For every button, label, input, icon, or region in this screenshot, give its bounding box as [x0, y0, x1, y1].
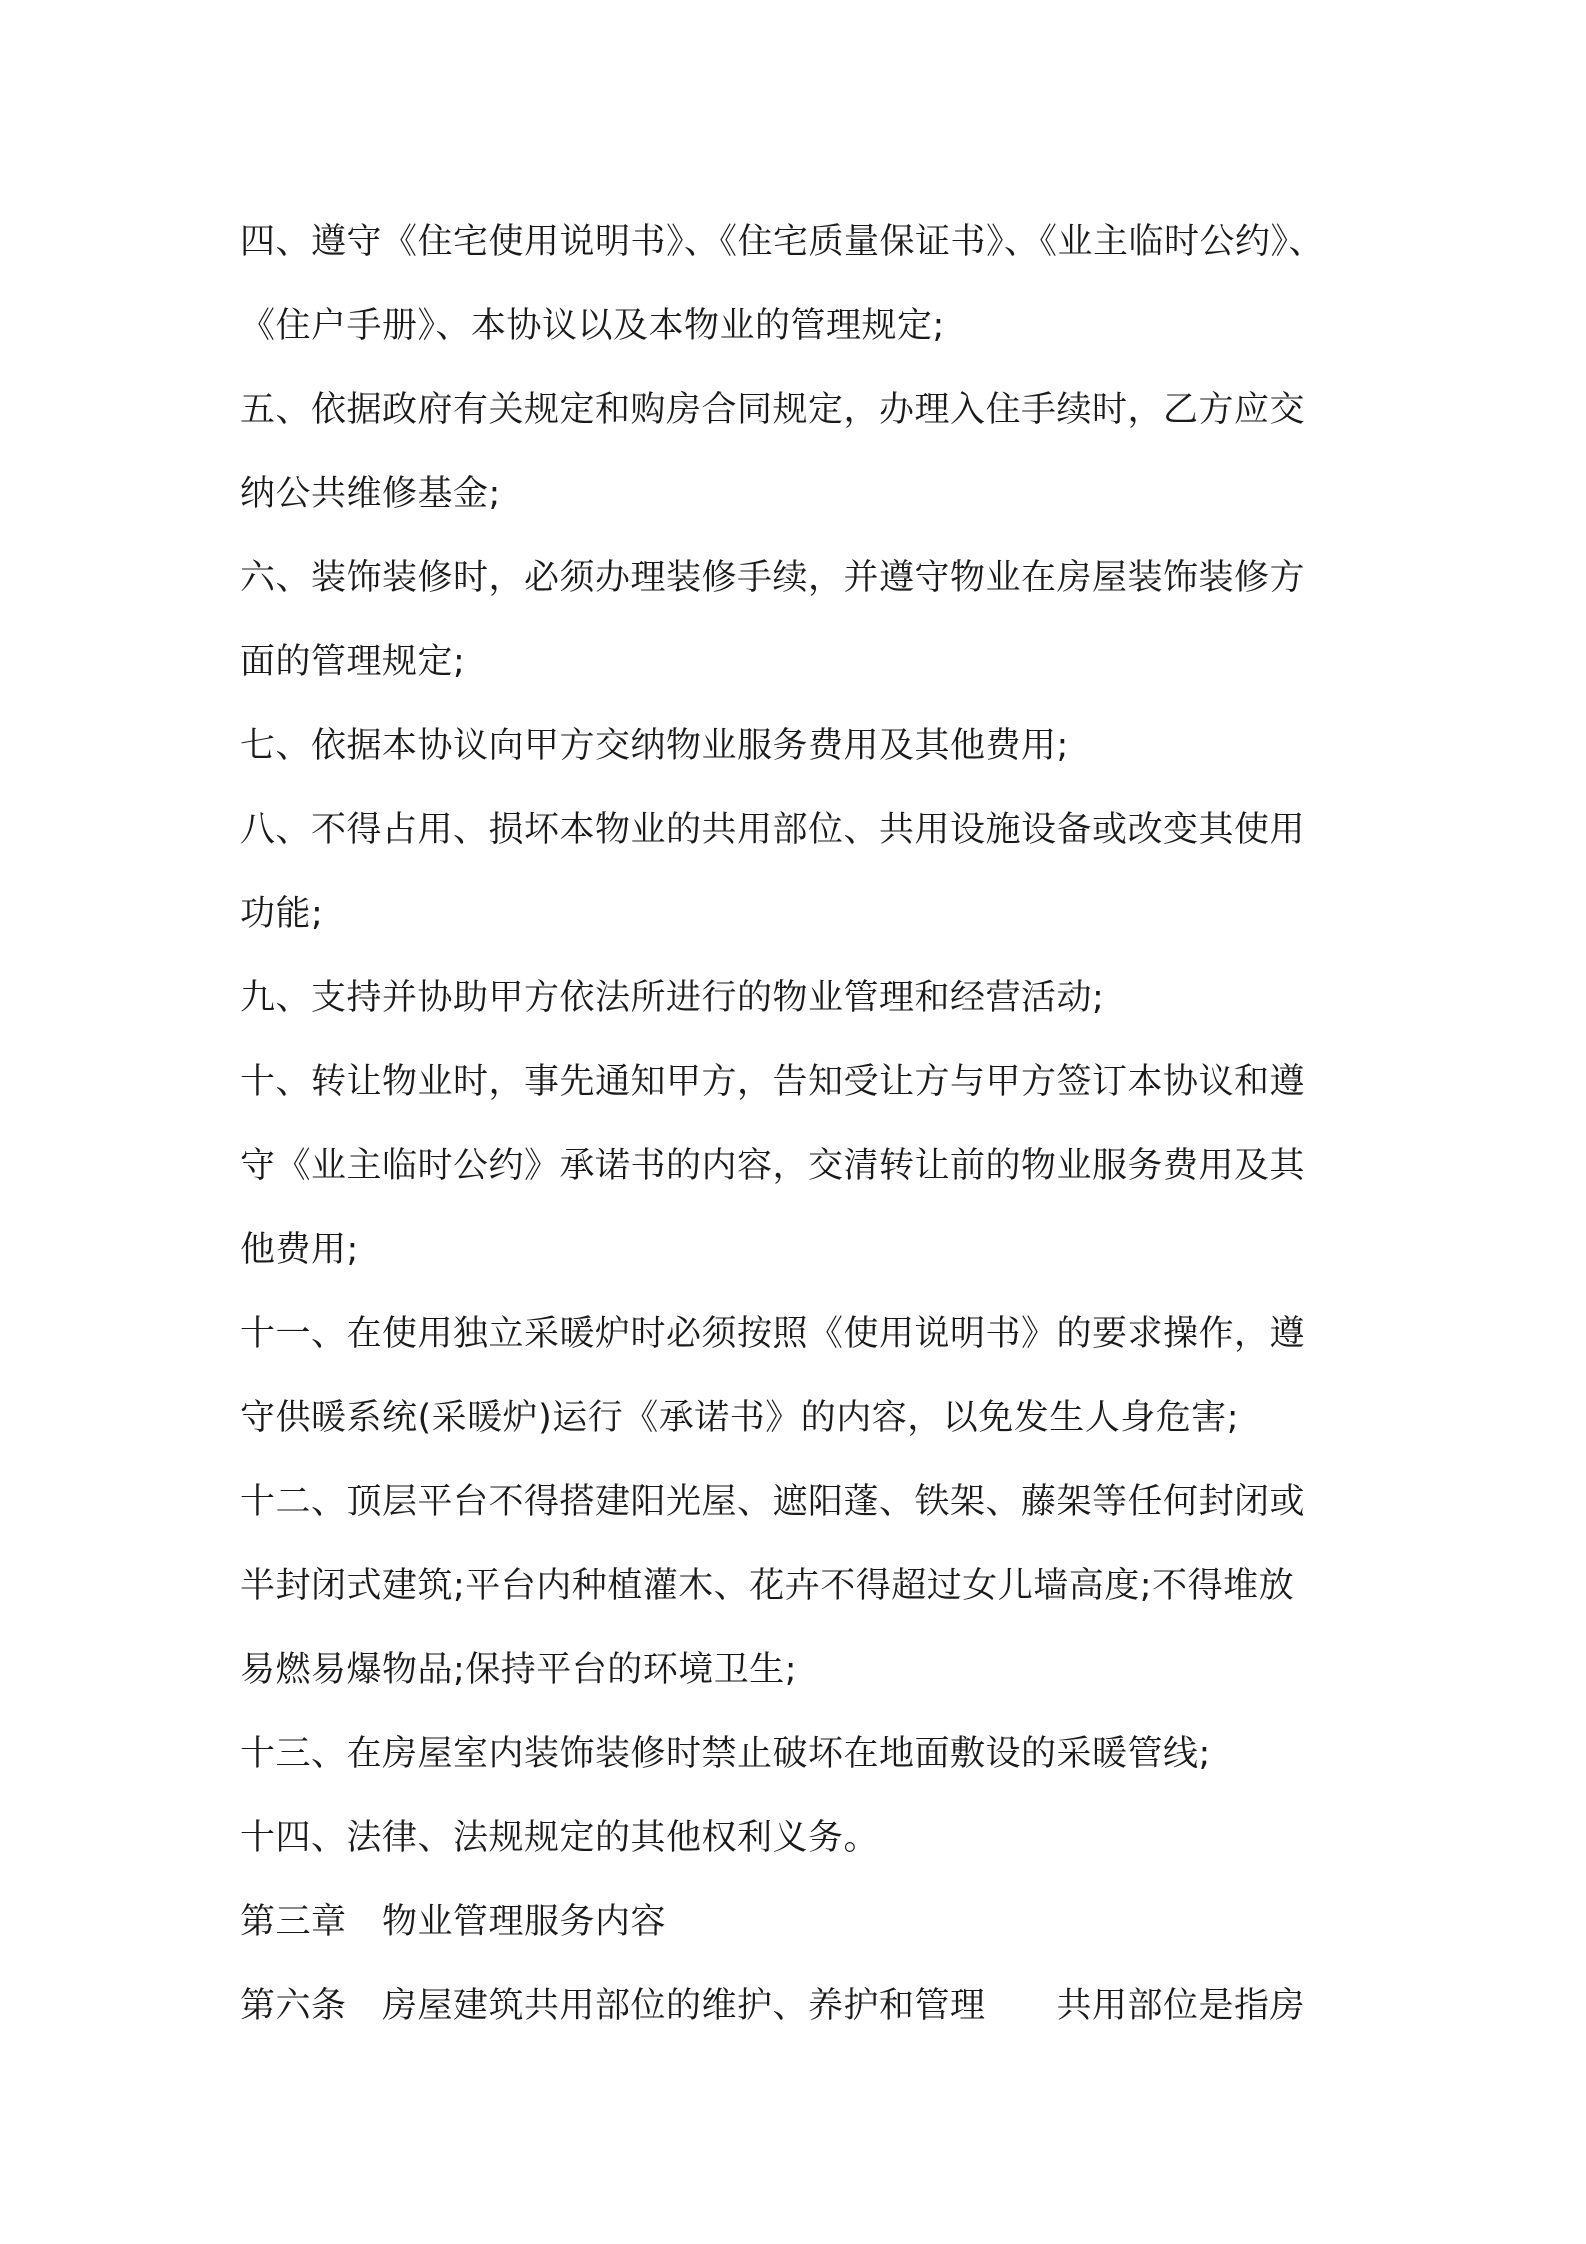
- clause-6-line-1: 六、装饰装修时，必须办理装修手续，并遵守物业在房屋装饰装修方: [240, 558, 1306, 598]
- clause-9-line-1: 九、支持并协助甲方依法所进行的物业管理和经营活动;: [240, 978, 1105, 1018]
- clause-12-line-2: 半封闭式建筑;平台内种植灌木、花卉不得超过女儿墙高度;不得堆放: [240, 1566, 1295, 1606]
- clause-5-line-2: 纳公共维修基金;: [240, 474, 501, 514]
- clause-10-line-2: 守《业主临时公约》承诺书的内容，交清转让前的物业服务费用及其: [240, 1146, 1306, 1186]
- clause-4-line-2: 《住户手册》、本协议以及本物业的管理规定;: [240, 306, 945, 346]
- clause-6-line-2: 面的管理规定;: [240, 642, 466, 682]
- clause-10-line-3: 他费用;: [240, 1230, 359, 1270]
- clause-11-line-2: 守供暖系统(采暖炉)运行《承诺书》的内容，以免发生人身危害;: [240, 1398, 1240, 1438]
- clause-4-line-1: 四、遵守《住宅使用说明书》、《住宅质量保证书》、《业主临时公约》、: [240, 222, 1325, 262]
- document-body: [240, 200, 1370, 2048]
- clause-8-line-2: 功能;: [240, 894, 324, 934]
- clause-12-line-3: 易燃易爆物品;保持平台的环境卫生;: [240, 1650, 798, 1690]
- clause-12-line-1: 十二、顶层平台不得搭建阳光屋、遮阳蓬、铁架、藤架等任何封闭或: [240, 1482, 1306, 1522]
- chapter-3-heading: 第三章 物业管理服务内容: [240, 1902, 667, 1942]
- clause-14-line-1: 十四、法律、法规规定的其他权利义务。: [240, 1818, 880, 1858]
- clause-11-line-1: 十一、在使用独立采暖炉时必须按照《使用说明书》的要求操作，遵: [240, 1314, 1306, 1354]
- article-6-line-1: 第六条 房屋建筑共用部位的维护、养护和管理 共用部位是指房: [240, 1986, 1306, 2026]
- clause-5-line-1: 五、依据政府有关规定和购房合同规定，办理入住手续时，乙方应交: [240, 390, 1306, 430]
- clause-10-line-1: 十、转让物业时，事先通知甲方，告知受让方与甲方签订本协议和遵: [240, 1062, 1306, 1102]
- clause-8-line-1: 八、不得占用、损坏本物业的共用部位、共用设施设备或改变其使用: [240, 810, 1306, 850]
- clause-13-line-1: 十三、在房屋室内装饰装修时禁止破坏在地面敷设的采暖管线;: [240, 1734, 1211, 1774]
- clause-7-line-1: 七、依据本协议向甲方交纳物业服务费用及其他费用;: [240, 726, 1069, 766]
